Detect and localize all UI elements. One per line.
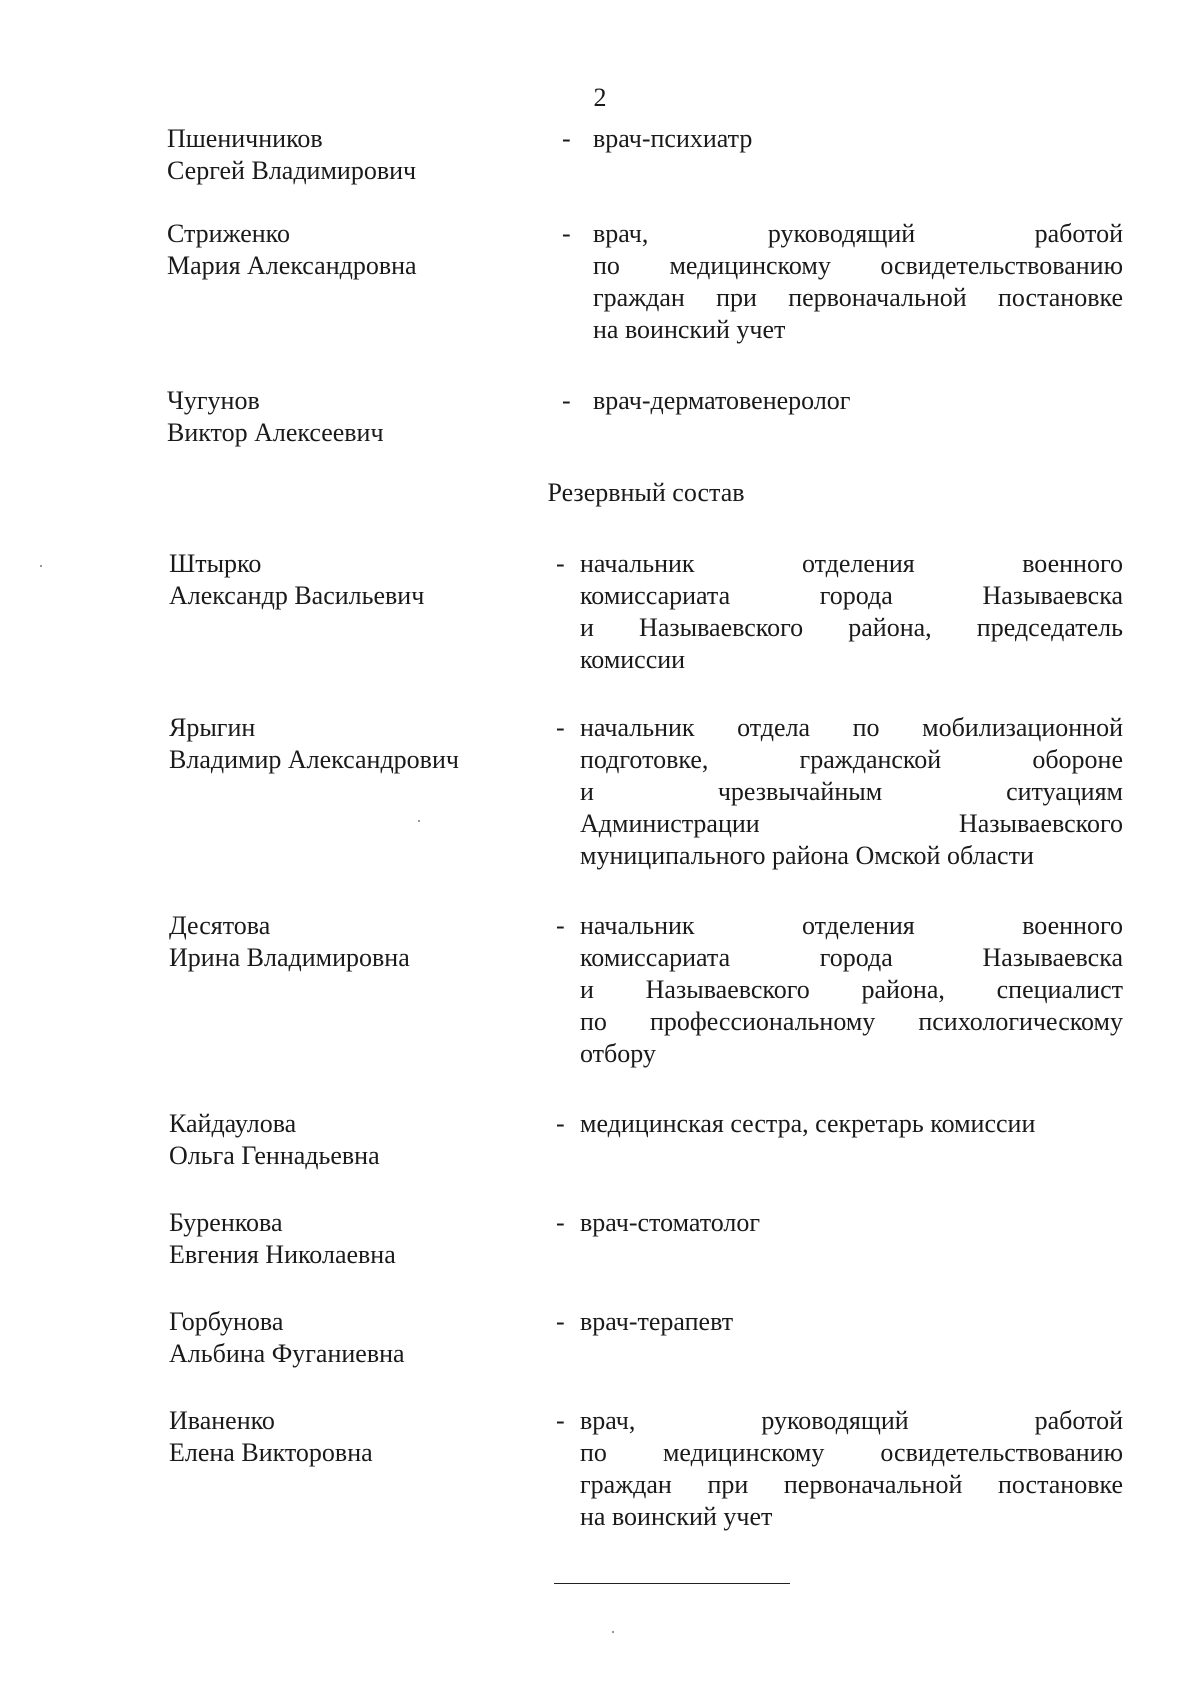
role-line: по медицинскому освидетельствованию (593, 251, 1123, 280)
role-dash: - (556, 1208, 565, 1237)
role-line: и Называевского района, специалист (580, 975, 1123, 1004)
role-line: врач-терапевт (580, 1307, 734, 1336)
member-given-names: Мария Александровна (167, 251, 417, 280)
page-number: 2 (593, 83, 607, 112)
role-dash: - (556, 1109, 565, 1138)
member-surname: Иваненко (169, 1406, 275, 1435)
member-name (169, 712, 539, 776)
closing-rule (554, 1583, 790, 1584)
role-dash: - (556, 713, 565, 742)
role-line: врач-психиатр (593, 124, 753, 153)
role-dash: - (562, 386, 571, 415)
role-line: муниципального района Омской области (580, 841, 1034, 870)
member-name (167, 385, 537, 449)
role-line: врач, руководящий работой (580, 1406, 1123, 1435)
member-surname: Штырко (169, 549, 262, 578)
role-line: на воинский учет (580, 1502, 773, 1531)
role-dash: - (556, 1406, 565, 1435)
role-line: по профессиональному психологическому (580, 1007, 1123, 1036)
member-role (593, 123, 1123, 155)
role-line: на воинский учет (593, 315, 786, 344)
role-line: комиссии (580, 645, 686, 674)
member-role (593, 385, 1123, 417)
scan-speck (418, 820, 420, 822)
member-name (169, 1207, 539, 1271)
section-heading: Резервный состав (547, 478, 745, 507)
member-given-names: Ольга Геннадьевна (169, 1141, 380, 1170)
role-dash: - (562, 219, 571, 248)
member-given-names: Виктор Алексеевич (167, 418, 384, 447)
role-line: отбору (580, 1039, 656, 1068)
role-line: и Называевского района, председатель (580, 613, 1123, 642)
member-name (167, 218, 537, 282)
member-given-names: Альбина Фуганиевна (169, 1339, 405, 1368)
member-name (169, 1405, 539, 1469)
member-given-names: Елена Викторовна (169, 1438, 373, 1467)
role-line: начальник отделения военного (580, 549, 1123, 578)
role-line: врач-дерматовенеролог (593, 386, 851, 415)
member-given-names: Сергей Владимирович (167, 156, 417, 185)
role-dash: - (556, 911, 565, 940)
member-given-names: Ирина Владимировна (169, 943, 410, 972)
role-dash: - (556, 1307, 565, 1336)
member-given-names: Евгения Николаевна (169, 1240, 396, 1269)
role-line: подготовке, гражданской обороне (580, 745, 1123, 774)
role-line: начальник отдела по мобилизационной (580, 713, 1123, 742)
role-line: граждан при первоначальной постановке (593, 283, 1123, 312)
role-line: врач, руководящий работой (593, 219, 1123, 248)
role-line: комиссариата города Называевска (580, 581, 1123, 610)
role-line: врач-стоматолог (580, 1208, 761, 1237)
member-surname: Ярыгин (169, 713, 256, 742)
role-line: по медицинскому освидетельствованию (580, 1438, 1123, 1467)
member-given-names: Владимир Александрович (169, 745, 459, 774)
scan-speck (612, 1631, 614, 1633)
member-surname: Пшеничников (167, 124, 323, 153)
member-surname: Кайдаулова (169, 1109, 297, 1138)
role-line: начальник отделения военного (580, 911, 1123, 940)
role-line: граждан при первоначальной постановке (580, 1470, 1123, 1499)
member-role (580, 1405, 1123, 1533)
member-name (169, 910, 539, 974)
member-name (169, 548, 539, 612)
role-line: комиссариата города Называевска (580, 943, 1123, 972)
role-dash: - (556, 549, 565, 578)
member-role (580, 712, 1123, 872)
member-role (580, 910, 1123, 1070)
role-line: Администрации Называевского (580, 809, 1123, 838)
member-role (580, 1108, 1123, 1140)
member-surname: Стриженко (167, 219, 290, 248)
member-role (580, 1207, 1123, 1239)
scan-speck (40, 565, 42, 567)
member-surname: Буренкова (169, 1208, 283, 1237)
member-name (167, 123, 537, 187)
member-role (593, 218, 1123, 346)
role-dash: - (562, 124, 571, 153)
role-line: и чрезвычайным ситуациям (580, 777, 1123, 806)
member-role (580, 548, 1123, 676)
member-name (169, 1306, 539, 1370)
role-line: медицинская сестра, секретарь комиссии (580, 1109, 1036, 1138)
member-surname: Десятова (169, 911, 271, 940)
member-given-names: Александр Васильевич (169, 581, 425, 610)
member-role (580, 1306, 1123, 1338)
member-surname: Чугунов (167, 386, 260, 415)
member-surname: Горбунова (169, 1307, 284, 1336)
member-name (169, 1108, 539, 1172)
